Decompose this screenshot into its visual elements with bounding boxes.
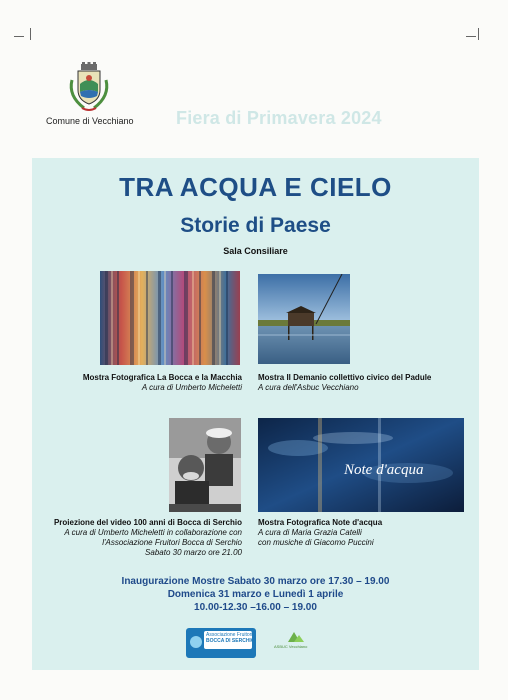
crop-mark xyxy=(466,36,476,47)
exhibit-2-caption xyxy=(258,373,468,393)
crop-mark xyxy=(478,28,489,40)
asbuc-logo xyxy=(274,630,314,656)
schedule-inauguration: Inaugurazione Mostre Sabato 30 marzo ore 17.30 – 19.00 xyxy=(121,576,390,587)
exhibit-4-curator: A cura di Maria Grazia Catelli xyxy=(258,528,362,537)
exhibit-4-title: Mostra Fotografica Note d'acqua xyxy=(258,518,383,527)
exhibit-3-curator: A cura di Umberto Micheletti in collaborazione con xyxy=(64,528,242,537)
photo-note-acqua xyxy=(258,418,464,512)
event-subtitle: Storie di Paese xyxy=(180,214,331,237)
exhibit-1-caption xyxy=(72,373,242,393)
exhibit-1-title: Mostra Fotografica La Bocca e la Macchia xyxy=(82,373,242,382)
photo-padule xyxy=(258,274,350,364)
venue-label: Sala Consiliare xyxy=(223,246,288,256)
exhibit-4-music: con musiche di Giacomo Puccini xyxy=(258,538,374,547)
photo-vintage-men xyxy=(169,418,241,512)
crop-mark xyxy=(30,28,41,40)
photo-reflections xyxy=(100,271,240,365)
schedule-days: Domenica 31 marzo e Lunedì 1 aprile xyxy=(167,589,344,600)
exhibit-2-title: Mostra Il Demanio collettivo civico del Padule xyxy=(258,373,432,382)
exhibit-3-title: Proiezione del video 100 anni di Bocca di Serchio xyxy=(53,518,242,527)
exhibit-3-caption xyxy=(32,518,242,558)
poster-panel xyxy=(32,158,479,670)
asbuc-logo-name: ASBUC Vecchiano xyxy=(274,644,308,649)
exhibit-3-date: Sabato 30 marzo ore 21.00 xyxy=(145,548,242,557)
crop-mark xyxy=(14,36,24,47)
note-acqua-overlay-text: Note d'acqua xyxy=(344,462,424,478)
comune-crest-logo xyxy=(64,62,114,114)
schedule-hours: 10.00-12.30 –16.00 – 19.00 xyxy=(194,602,317,613)
fiera-heading: Fiera di Primavera 2024 xyxy=(176,108,382,128)
bocca-di-serchio-logo xyxy=(186,628,256,658)
exhibit-4-caption xyxy=(258,518,468,548)
exhibit-3-association: l'Associazione Fruitori Bocca di Serchio xyxy=(102,538,242,547)
exhibit-2-curator: A cura dell'Asbuc Vecchiano xyxy=(258,383,359,392)
bocca-logo-name: BOCCA DI SERCHIO xyxy=(206,638,255,644)
exhibit-1-curator: A cura di Umberto Micheletti xyxy=(141,383,242,392)
event-title: TRA ACQUA E CIELO xyxy=(119,172,392,202)
comune-name: Comune di Vecchiano xyxy=(46,116,134,126)
bocca-logo-small-text: Associazione Fruitori xyxy=(206,632,253,638)
